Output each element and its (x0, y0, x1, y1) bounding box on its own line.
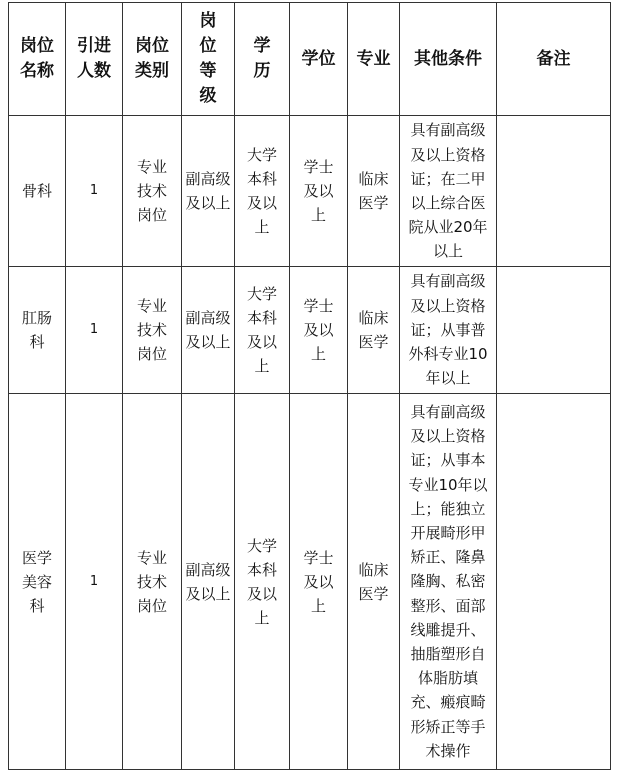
cell-remark (497, 116, 611, 267)
header-education: 学历 (235, 3, 290, 116)
cell-degree: 学士及以上 (290, 394, 348, 770)
cell-other: 具有副高级及以上资格证；从事本专业10年以上；能独立开展畸形甲矫正、隆鼻隆胸、私密整形、面部线雕提升、抽脂塑形自体脂肪填充、瘢痕畸形矫正等手术操作 (400, 394, 497, 770)
header-degree: 学位 (290, 3, 348, 116)
cell-remark (497, 267, 611, 394)
table-row (9, 267, 611, 394)
cell-level: 副高级及以上 (182, 394, 235, 770)
cell-education: 大学本科及以上 (235, 394, 290, 770)
cell-name: 医学美容科 (9, 394, 66, 770)
cell-name: 肛肠科 (9, 267, 66, 394)
cell-level: 副高级及以上 (182, 116, 235, 267)
header-level: 岗位等级 (182, 3, 235, 116)
cell-major: 临床医学 (348, 116, 400, 267)
cell-category: 专业技术岗位 (123, 116, 182, 267)
cell-degree: 学士及以上 (290, 267, 348, 394)
cell-category: 专业技术岗位 (123, 267, 182, 394)
recruitment-table (8, 2, 611, 770)
header-category: 岗位类别 (123, 3, 182, 116)
cell-category: 专业技术岗位 (123, 394, 182, 770)
header-major: 专业 (348, 3, 400, 116)
cell-degree: 学士及以上 (290, 116, 348, 267)
cell-count: 1 (66, 394, 123, 770)
cell-education: 大学本科及以上 (235, 267, 290, 394)
header-name: 岗位名称 (9, 3, 66, 116)
header-count: 引进人数 (66, 3, 123, 116)
cell-major: 临床医学 (348, 394, 400, 770)
cell-name: 骨科 (9, 116, 66, 267)
cell-other: 具有副高级及以上资格证；从事普外科专业10年以上 (400, 267, 497, 394)
header-row (9, 3, 611, 116)
cell-count: 1 (66, 267, 123, 394)
table-row (9, 116, 611, 267)
cell-education: 大学本科及以上 (235, 116, 290, 267)
header-other: 其他条件 (400, 3, 497, 116)
cell-other: 具有副高级及以上资格证；在二甲以上综合医院从业20年以上 (400, 116, 497, 267)
table-row (9, 394, 611, 770)
cell-level: 副高级及以上 (182, 267, 235, 394)
cell-major: 临床医学 (348, 267, 400, 394)
cell-remark (497, 394, 611, 770)
cell-count: 1 (66, 116, 123, 267)
header-remark: 备注 (497, 3, 611, 116)
